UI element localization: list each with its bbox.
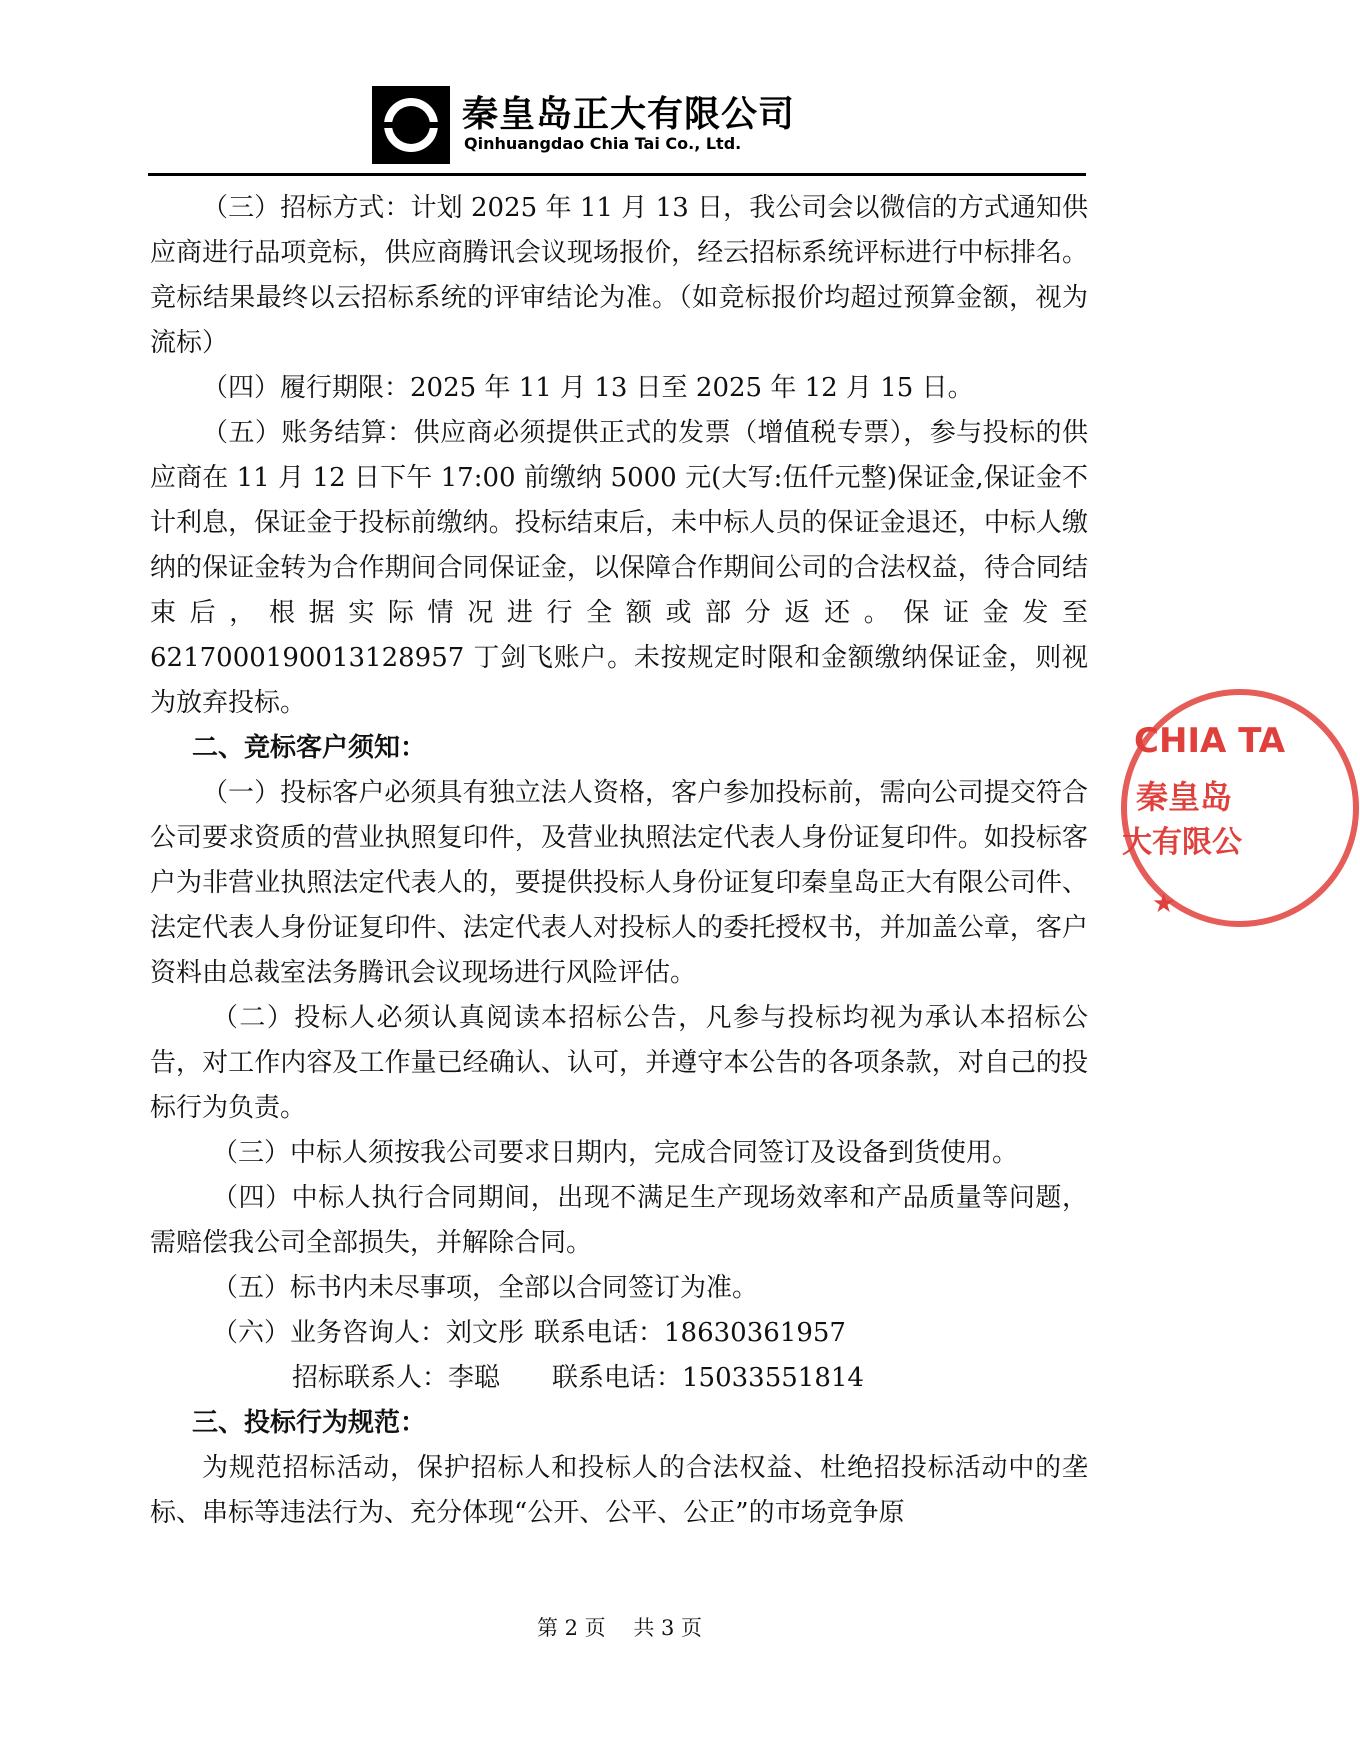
seal-text-english: CHIA TA — [1134, 721, 1286, 761]
header-divider — [148, 173, 1086, 176]
paragraph-conduct-intro: 为规范招标活动，保护招标人和投标人的合法权益、杜绝招投标活动中的垄标、串标等违法行为、充分体现“公开、公平、公正”的市场竞争原 — [150, 1453, 1088, 1528]
paragraph-contract-breach: （四）中标人执行合同期间，出现不满足生产现场效率和产品质量等问题，需赔偿我公司全部损失，并解除合同。 — [150, 1183, 1088, 1258]
paragraph-unstated-matters: （五）标书内未尽事项，全部以合同签订为准。 — [212, 1273, 759, 1303]
seal-star-icon: ★ — [1152, 889, 1176, 919]
contact-business — [150, 1311, 1088, 1356]
contact-bidding-phone: 联系电话：15033551814 — [552, 1363, 864, 1393]
paragraph-bidder-qualification: （一）投标客户必须具有独立法人资格，客户参加投标前，需向公司提交符合公司要求资质的营业执照复印件，及营业执照法定代表人身份证复印件。如投标客户为非营业执照法定代表人的，要提供投标人身份证复印秦皇岛正大有限公司件、法定代表人身份证复印件、法定代表人对投标人的委托授权书，并加盖公章，客户资料由总裁室法务腾讯会议现场进行风险评估。 — [150, 778, 1088, 988]
company-name-chinese: 秦皇岛正大有限公司 — [462, 94, 796, 135]
company-seal-stamp — [1120, 680, 1286, 940]
contact-bidding — [150, 1356, 1088, 1401]
contact-bidding-name: 招标联系人：李聪 — [292, 1363, 501, 1393]
letterhead — [0, 0, 1239, 180]
paragraph-settlement: （五）账务结算：供应商必须提供正式的发票（增值税专票），参与投标的供应商在 11 月 12 日下午 17:00 前缴纳 5000 元(大写:伍仟元整)保证金,保证金不计利息，保证金于投标前缴纳。投标结束后，未中标人员的保证金退还，中标人缴纳的保证金转为合作期间合同保证金，以保障合作期间公司的合法权益，待合同结束后，根据实际情况进行全额或部分返还。保证金发至 6217000190013128957 丁剑飞账户。未按规定时限和金额缴纳保证金，则视为放弃投标。 — [150, 418, 1088, 718]
contact-business-phone: 联系电话：18630361957 — [534, 1318, 846, 1348]
section-heading-conduct: 三、投标行为规范： — [192, 1408, 427, 1438]
paragraph-read-notice: （二）投标人必须认真阅读本招标公告，凡参与投标均视为承认本招标公告，对工作内容及工作量已经确认、认可，并遵守本公告的各项条款，对自己的投标行为负责。 — [150, 1003, 1088, 1123]
company-name-english: Qinhuangdao Chia Tai Co., Ltd. — [464, 134, 742, 153]
paragraph-bidding-method: （三）招标方式：计划 2025 年 11 月 13 日，我公司会以微信的方式通知供应商进行品项竞标，供应商腾讯会议现场报价，经云招标系统评标进行中标排名。竞标结果最终以云招标系统的评审结论为准。（如竞标报价均超过预算金额，视为流标） — [150, 193, 1088, 358]
section-heading-bidder-notice: 二、竞标客户须知： — [192, 733, 427, 763]
seal-text-line2: 大有限公 — [1122, 825, 1242, 860]
contact-business-name: （六）业务咨询人：刘文彤 — [212, 1318, 525, 1348]
seal-text-line1: 秦皇岛 — [1136, 778, 1233, 816]
document-body — [150, 186, 1088, 1536]
page-number: 第 2 页 共 3 页 — [536, 1616, 703, 1640]
paragraph-performance-period: （四）履行期限：2025 年 11 月 13 日至 2025 年 12 月 15 日。 — [202, 373, 974, 403]
paragraph-contract-signing: （三）中标人须按我公司要求日期内，完成合同签订及设备到货使用。 — [212, 1138, 1019, 1168]
chia-tai-logo-icon — [372, 86, 450, 164]
